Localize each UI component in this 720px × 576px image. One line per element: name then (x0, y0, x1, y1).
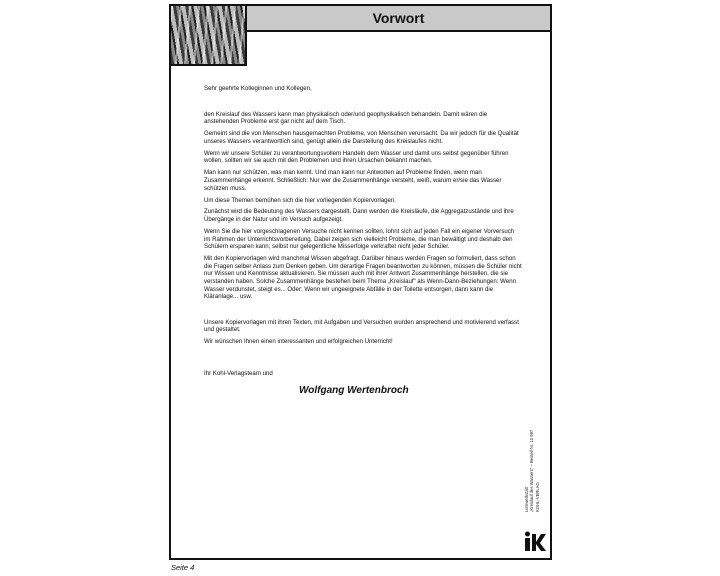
greeting: Sehr geehrte Kolleginnen und Kollegen, (204, 85, 312, 92)
closing-paragraph: Unsere Kopiervorlagen mit ihren Texten, mit Aufgaben und Versuchen wurden ansprechend und motivierend verfasst und gestaltet. (204, 318, 519, 334)
publisher-logo-icon (524, 530, 548, 552)
paragraph: Wenn Sie die hier vorgeschlagenen Versuche nicht kennen sollten, lohnt sich auf jeden Fall ein eigener Vorversuch im Rahmen der Unterrichtsvorbereitung. Dabei zeigen sich vielleicht Probleme, die man bewältigt und deshalb den Schülern ersparen kann; selbst nur gelegentliche Misserfolge verkraftet nicht jeder Schüler. (204, 228, 515, 251)
paragraph: Zunächst wird die Bedeutung des Wassers dargestellt. Dann werden die Kreisläufe, die Aggregatzustände und ihre Übergänge in der Natur und im Versuch aufgezeigt. (204, 208, 514, 224)
forest-photo-icon (171, 6, 247, 66)
page-number: Seite 4 (171, 563, 195, 572)
preface-text (204, 85, 522, 397)
closing-paragraph: Wir wünschen Ihnen einen interessanten und erfolgreichen Unterricht! (204, 338, 393, 346)
paragraph: den Kreislauf des Wassers kann man physikalisch oder/und geophysikalisch behandeln. Damit wären die anstehenden Probleme erst gar nicht auf dem Tisch. (204, 110, 488, 126)
paragraph: Man kann nur schützen, was man kennt. Und man kann nur Antworten auf Probleme finden, wenn man Zusammenhänge erkennt. Schließlich: Nur wer die Zusammenhänge versteht, weiß, warum er/sie das Wasser schützen muss. (204, 169, 502, 192)
paragraph: Um diese Themen bemühen sich die hier vorliegenden Kopiervorlagen. (204, 196, 396, 204)
signature-name: Wolfgang Wertenbroch (299, 384, 409, 396)
worksheet-page (169, 4, 552, 560)
paragraph: Mit den Kopiervorlagen wird manchmal Wissen abgefragt. Darüber hinaus werden Fragen so formuliert, dass schon die Fragen selber Anlass zum Denken geben. Um derartige Fragen beantworten zu können, müssen die Schüler nicht nur Wissen und Kenntnisse aktualisieren. Sie müssen auch mit ihrer Antwort Zusammenhänge herstellen, die sie verstanden haben. Solche Zusammenhänge bestehen beim Thema „Kreislauf“ als Wenn-Dann-Beziehungen: Wenn Wasser verdunstet, steigt es... Oder: Wenn wir ungeeignete Abfälle in der Toilette entsorgen, dann kann die Kläranlage... usw. (204, 255, 522, 301)
side-info-text (524, 382, 550, 512)
title-bar (247, 6, 550, 32)
side-info (522, 380, 552, 556)
paragraph: Gemeint sind die von Menschen hausgemachten Probleme, von Menschen verursacht. Da wir jedoch für die Qualität unseres Wassers verantwortlich sind, genügt allein die Darstellung des Kreislaufes nicht. (204, 130, 519, 145)
page-title: Vorwort (372, 10, 425, 26)
paragraph: Wenn wir unsere Schüler zu verantwortungsvollem Handeln dem Wasser und damit uns selbst gegenüber führen wollen, sollten wir sie auch mit den Problemen und ihren Ursachen bekannt machen. (204, 149, 509, 165)
side-info-line: „Kreislauf des Wassers“ – Bestell-Nr. 10 997 (529, 429, 535, 512)
side-info-line: KOHL-VERLAG (534, 482, 540, 512)
sign-off: Ihr Kohl-Verlagsteam und (204, 369, 273, 377)
side-info-line: Lernwerkstatt (524, 486, 529, 512)
